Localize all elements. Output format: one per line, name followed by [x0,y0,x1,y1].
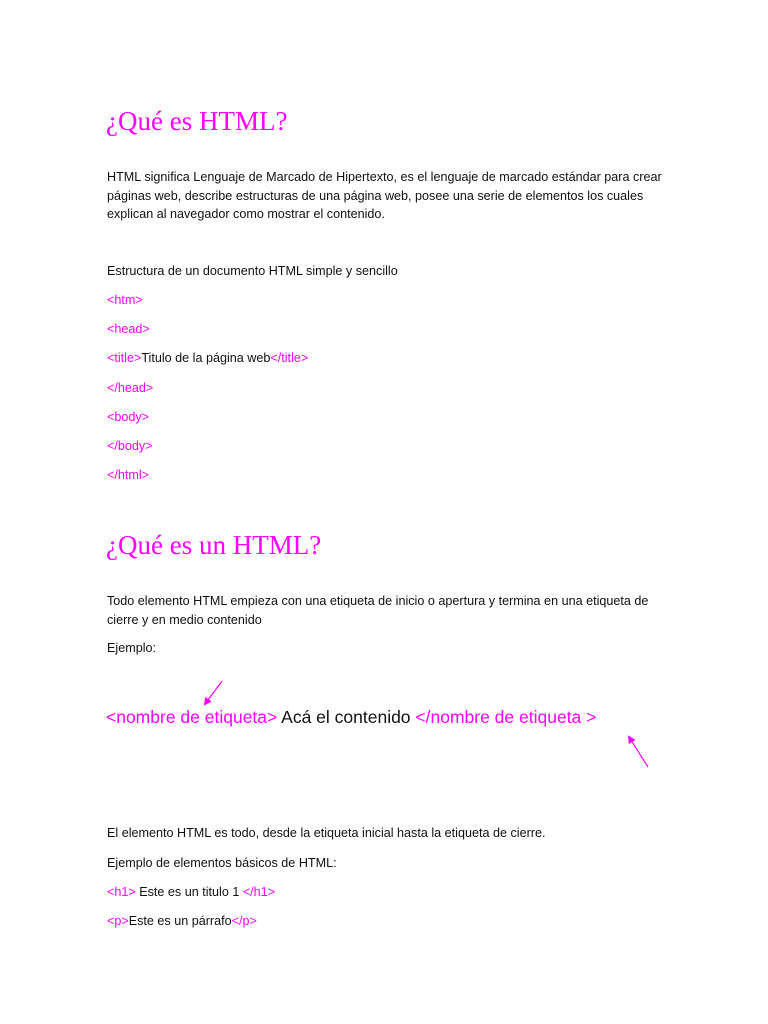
arrow-to-close-tag [629,737,648,767]
intro-paragraph: HTML significa Lenguaje de Marcado de Hipertexto, es el lenguaje de marcado estándar para crear páginas web, describe estructuras de una página web, posee una serie de elementos los cuales explican al navegador como mostrar el contenido. [107,170,662,221]
element-summary: El elemento HTML es todo, desde la etiqueta inicial hasta la etiqueta de cierre. [107,826,546,840]
basic-p-line [107,914,257,928]
basic-h1-close: </h1> [242,885,276,899]
structure-label: Estructura de un documento HTML simple y sencillo [107,264,398,278]
code-title-open: <title> [107,351,142,365]
basic-elements-label: Ejemplo de elementos básicos de HTML: [107,856,337,870]
basic-h1-text: Este es un titulo 1 [135,885,243,899]
arrow-to-open-tag [205,681,222,704]
basic-p-text: Este es un párrafo [128,914,232,928]
basic-h1-line [107,885,275,899]
example-content: Acá el contenido [277,707,416,727]
element-description: Todo elemento HTML empieza con una etiqueta de inicio o apertura y termina en una etiqueta de cierre y en medio contenido [107,594,649,627]
basic-h1-open: <h1> [107,885,136,899]
heading-que-es-un-html: ¿Qué es un HTML? [106,530,322,560]
code-body-open: <body> [107,410,150,424]
code-head-open: <head> [107,322,150,336]
code-html-close: </html> [107,468,149,482]
example-open-tag: <nombre de etiqueta> [106,707,278,727]
code-head-close: </head> [107,381,154,395]
code-title-text: Titulo de la página web [141,351,271,365]
code-htm-open: <htm> [107,293,143,307]
code-body-close: </body> [107,439,153,453]
example-close-tag: </nombre de etiqueta > [415,707,597,727]
heading-que-es-html: ¿Qué es HTML? [106,106,288,136]
basic-p-open: <p> [107,914,129,928]
example-label: Ejemplo: [107,641,156,655]
basic-p-close: </p> [231,914,257,928]
code-title-close: </title> [270,351,309,365]
